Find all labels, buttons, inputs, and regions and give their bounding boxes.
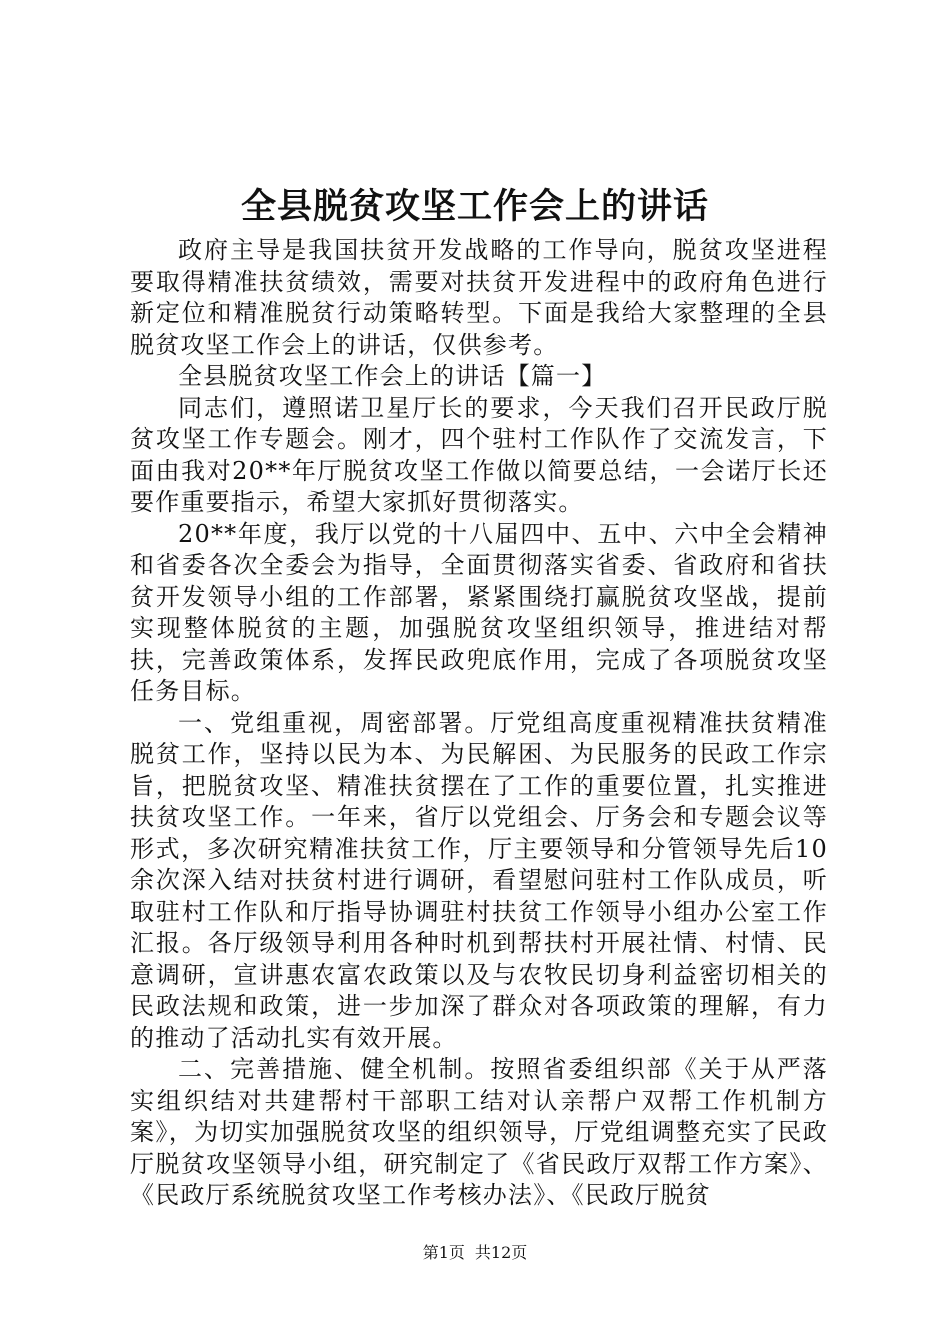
document-title: 全县脱贫攻坚工作会上的讲话	[240, 186, 709, 227]
paragraph-intro: 政府主导是我国扶贫开发战略的工作导向，脱贫攻坚进程要取得精准扶贫绩效，需要对扶贫开发进程中的政府角色进行新定位和精准脱贫行动策略转型。下面是我给大家整理的全县脱贫攻坚工作会上的讲话，仅供参考。	[130, 236, 828, 359]
paragraph-section-heading: 全县脱贫攻坚工作会上的讲话【篇一】	[178, 362, 607, 390]
page-footer	[0, 1242, 950, 1264]
paragraph-opening: 同志们，遵照诺卫星厅长的要求，今天我们召开民政厅脱贫攻坚工作专题会。刚才，四个驻村工作队作了交流发言，下面由我对20**年厅脱贫攻坚工作做以简要总结，一会诺厅长还要作重要指示，希望大家抓好贯彻落实。	[130, 393, 828, 516]
paragraph-point-two: 二、完善措施、健全机制。按照省委组织部《关于从严落实组织结对共建帮村干部职工结对认亲帮户双帮工作机制方案》，为切实加强脱贫攻坚的组织领导，厅党组调整充实了民政厅脱贫攻坚领导小组，研究制定了《省民政厅双帮工作方案》、《民政厅系统脱贫攻坚工作考核办法》、《民政厅脱贫	[130, 1055, 828, 1209]
paragraph-annual-summary: 20**年度，我厅以党的十八届四中、五中、六中全会精神和省委各次全委会为指导，全面贯彻落实省委、省政府和省扶贫开发领导小组的工作部署，紧紧围绕打赢脱贫攻坚战，提前实现整体脱贫的主题，加强脱贫攻坚组织领导，推进结对帮扶，完善政策体系，发挥民政兜底作用，完成了各项脱贫攻坚任务目标。	[130, 519, 828, 705]
paragraph-point-one: 一、党组重视，周密部署。厅党组高度重视精准扶贫精准脱贫工作，坚持以民为本、为民解困、为民服务的民政工作宗旨，把脱贫攻坚、精准扶贫摆在了工作的重要位置，扎实推进扶贫攻坚工作。一年来，省厅以党组会、厅务会和专题会议等形式，多次研究精准扶贫工作，厅主要领导和分管领导先后10余次深入结对扶贫村进行调研，看望慰问驻村工作队成员，听取驻村工作队和厅指导协调驻村扶贫工作领导小组办公室工作汇报。各厅级领导利用各种时机到帮扶村开展社情、村情、民意调研，宣讲惠农富农政策以及与农牧民切身利益密切相关的民政法规和政策，进一步加深了群众对各项政策的理解，有力的推动了活动扎实有效开展。	[130, 708, 828, 1052]
page-total: 共12页	[474, 1243, 528, 1262]
document-body	[130, 235, 828, 1212]
page-number: 第1页	[422, 1243, 465, 1262]
